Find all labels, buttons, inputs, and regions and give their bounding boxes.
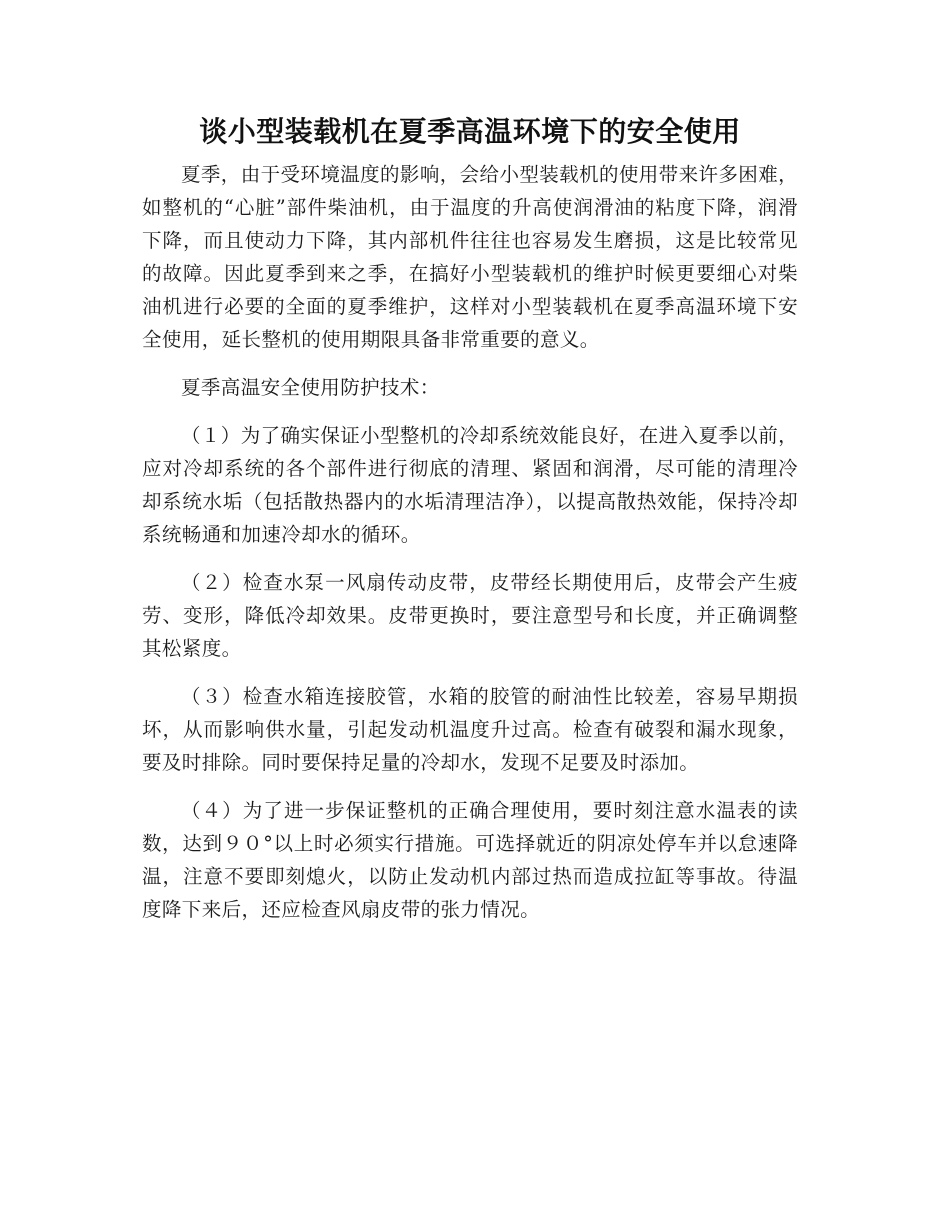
intro-paragraph: 夏季，由于受环境温度的影响，会给小型装载机的使用带来许多困难，如整机的“心脏”部件柴油机，由于温度的升高使润滑油的粘度下降，润滑下降，而且使动力下降，其内部机件往往也容易发生磨损，这是比较常见的故障。因此夏季到来之季，在搞好小型装载机的维护时候更要细心对柴油机进行必要的全面的夏季维护，这样对小型装载机在夏季高温环境下安全使用，延长整机的使用期限具备非常重要的意义。: [142, 163, 798, 351]
item-paragraph-1: （１）为了确实保证小型整机的冷却系统效能良好，在进入夏季以前，应对冷却系统的各个部件进行彻底的清理、紧固和润滑，尽可能的清理冷却系统水垢（包括散热器内的水垢清理洁净），以提高散热效能，保持冷却系统畅通和加速冷却水的循环。: [142, 424, 798, 546]
item-paragraph-2: （２）检查水泵一风扇传动皮带，皮带经长期使用后，皮带会产生疲劳、变形，降低冷却效果。皮带更换时，要注意型号和长度，并正确调整其松紧度。: [142, 571, 798, 660]
document-page: [142, 110, 798, 941]
document-title: 谈小型装载机在夏季高温环境下的安全使用: [199, 115, 741, 148]
item-paragraph-4: （４）为了进一步保证整机的正确合理使用，要时刻注意水温表的读数，达到９０°以上时必须实行措施。可选择就近的阴凉处停车并以怠速降温，注意不要即刻熄火，以防止发动机内部过热而造成拉缸等事故。待温度降下来后，还应检查风扇皮带的张力情况。: [142, 799, 798, 921]
section-heading: 夏季高温安全使用防护技术：: [181, 376, 440, 399]
item-paragraph-3: （３）检查水箱连接胶管，水箱的胶管的耐油性比较差，容易早期损坏，从而影响供水量，引起发动机温度升过高。检查有破裂和漏水现象，要及时排除。同时要保持足量的冷却水，发现不足要及时添加。: [142, 685, 798, 774]
